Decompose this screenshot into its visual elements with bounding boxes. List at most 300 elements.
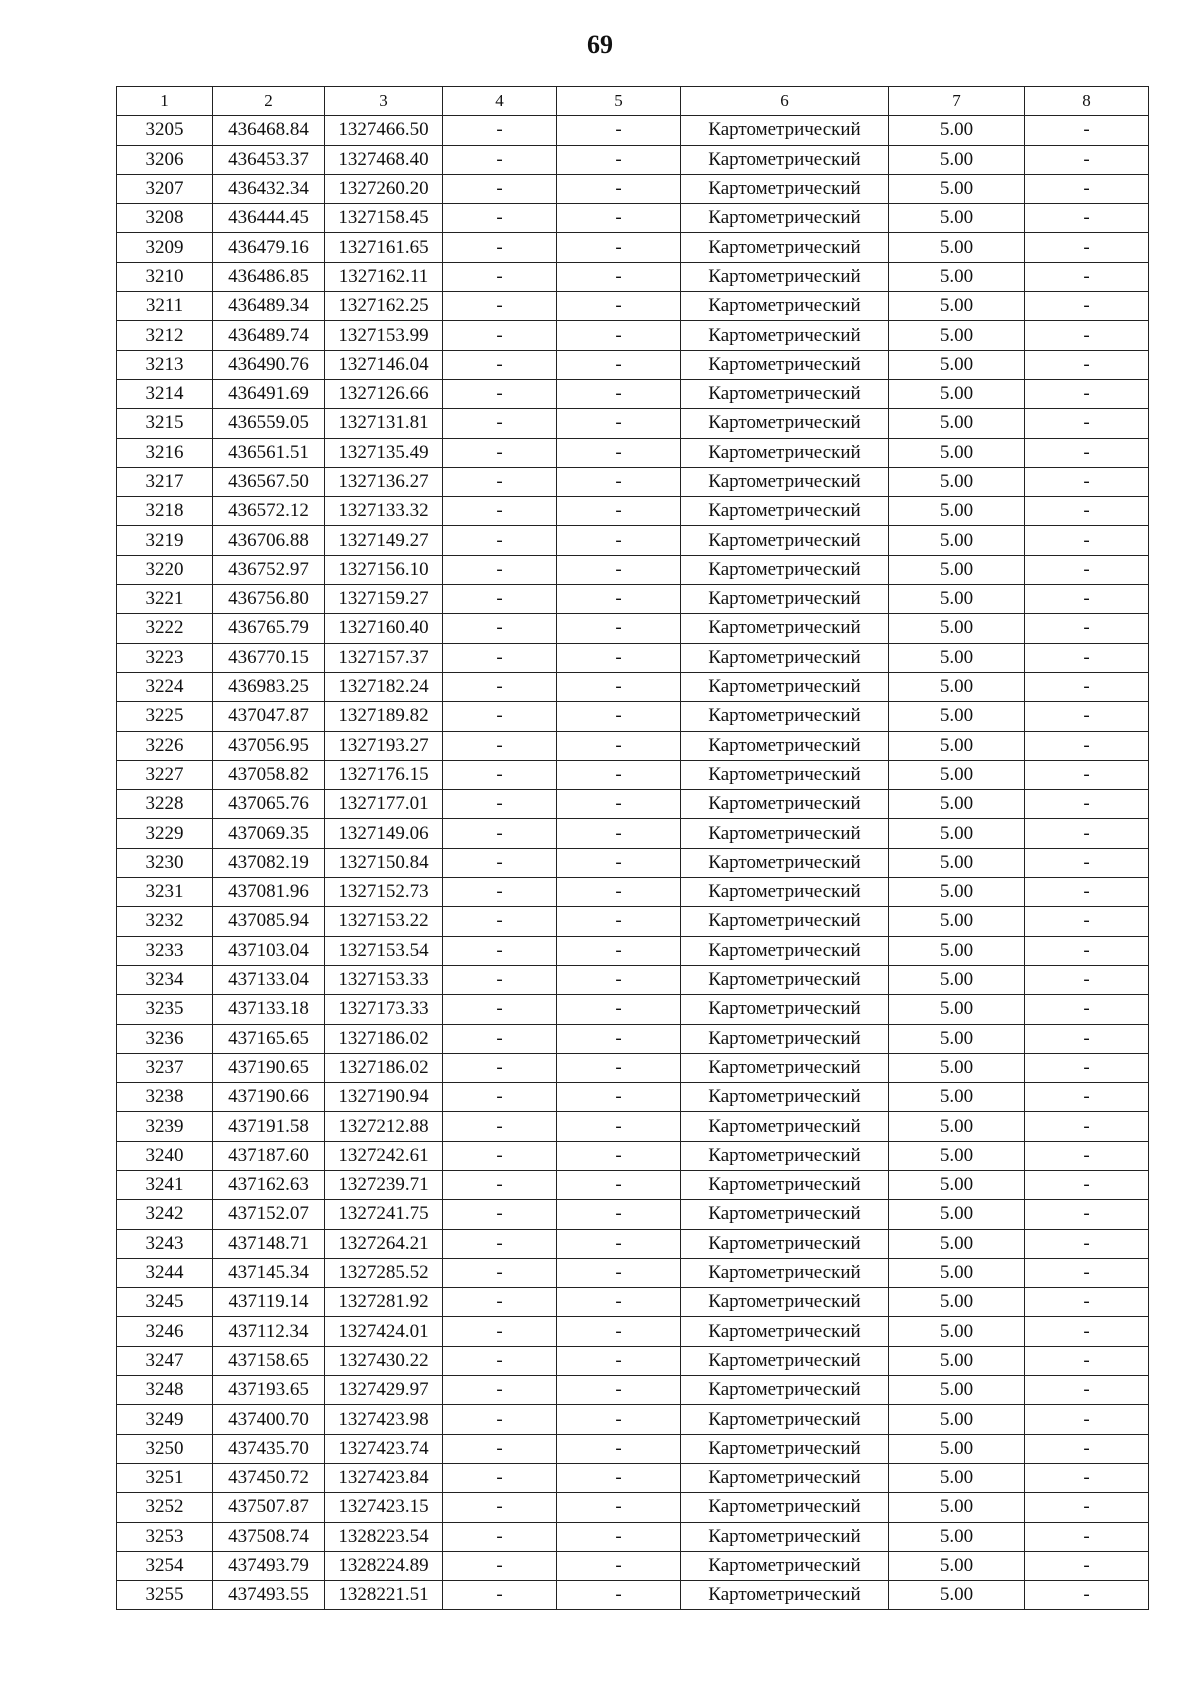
y-coordinate-cell: 1327281.92 bbox=[325, 1288, 443, 1317]
method-cell: Картометрический bbox=[681, 1083, 889, 1112]
col8-cell: - bbox=[1025, 760, 1149, 789]
col8-cell: - bbox=[1025, 1053, 1149, 1082]
x-coordinate-cell: 437082.19 bbox=[213, 848, 325, 877]
col8-cell: - bbox=[1025, 350, 1149, 379]
x-coordinate-cell: 436453.37 bbox=[213, 145, 325, 174]
col4-cell: - bbox=[443, 936, 557, 965]
table-row bbox=[117, 321, 1149, 350]
col8-cell: - bbox=[1025, 965, 1149, 994]
table-row bbox=[117, 1551, 1149, 1580]
table-row bbox=[117, 878, 1149, 907]
col8-cell: - bbox=[1025, 1493, 1149, 1522]
accuracy-cell: 5.00 bbox=[889, 1376, 1025, 1405]
col5-cell: - bbox=[557, 819, 681, 848]
table-row bbox=[117, 643, 1149, 672]
table-row bbox=[117, 116, 1149, 145]
point-number-cell: 3208 bbox=[117, 204, 213, 233]
x-coordinate-cell: 436432.34 bbox=[213, 174, 325, 203]
table-row bbox=[117, 1053, 1149, 1082]
col8-cell: - bbox=[1025, 467, 1149, 496]
col4-cell: - bbox=[443, 1581, 557, 1610]
col8-cell: - bbox=[1025, 526, 1149, 555]
y-coordinate-cell: 1327239.71 bbox=[325, 1170, 443, 1199]
table-row bbox=[117, 409, 1149, 438]
x-coordinate-cell: 437190.65 bbox=[213, 1053, 325, 1082]
y-coordinate-cell: 1327160.40 bbox=[325, 614, 443, 643]
table-row bbox=[117, 1405, 1149, 1434]
point-number-cell: 3233 bbox=[117, 936, 213, 965]
accuracy-cell: 5.00 bbox=[889, 1053, 1025, 1082]
method-cell: Картометрический bbox=[681, 497, 889, 526]
y-coordinate-cell: 1327186.02 bbox=[325, 1024, 443, 1053]
point-number-cell: 3253 bbox=[117, 1522, 213, 1551]
table-row bbox=[117, 1376, 1149, 1405]
table-row bbox=[117, 379, 1149, 408]
table-body bbox=[117, 87, 1149, 1610]
y-coordinate-cell: 1327423.74 bbox=[325, 1434, 443, 1463]
table-row bbox=[117, 467, 1149, 496]
x-coordinate-cell: 436489.74 bbox=[213, 321, 325, 350]
table-row bbox=[117, 1288, 1149, 1317]
col5-cell: - bbox=[557, 1317, 681, 1346]
col5-cell: - bbox=[557, 702, 681, 731]
accuracy-cell: 5.00 bbox=[889, 1317, 1025, 1346]
x-coordinate-cell: 436706.88 bbox=[213, 526, 325, 555]
col5-cell: - bbox=[557, 643, 681, 672]
y-coordinate-cell: 1327133.32 bbox=[325, 497, 443, 526]
y-coordinate-cell: 1327468.40 bbox=[325, 145, 443, 174]
table-row bbox=[117, 936, 1149, 965]
method-cell: Картометрический bbox=[681, 467, 889, 496]
method-cell: Картометрический bbox=[681, 1405, 889, 1434]
point-number-cell: 3207 bbox=[117, 174, 213, 203]
accuracy-cell: 5.00 bbox=[889, 907, 1025, 936]
method-cell: Картометрический bbox=[681, 1493, 889, 1522]
accuracy-cell: 5.00 bbox=[889, 292, 1025, 321]
y-coordinate-cell: 1327157.37 bbox=[325, 643, 443, 672]
x-coordinate-cell: 436572.12 bbox=[213, 497, 325, 526]
col4-cell: - bbox=[443, 497, 557, 526]
accuracy-cell: 5.00 bbox=[889, 731, 1025, 760]
accuracy-cell: 5.00 bbox=[889, 1229, 1025, 1258]
col4-cell: - bbox=[443, 1053, 557, 1082]
table-row bbox=[117, 1141, 1149, 1170]
method-cell: Картометрический bbox=[681, 1229, 889, 1258]
column-header-1: 1 bbox=[117, 87, 213, 116]
col5-cell: - bbox=[557, 1141, 681, 1170]
col8-cell: - bbox=[1025, 1170, 1149, 1199]
method-cell: Картометрический bbox=[681, 1024, 889, 1053]
col4-cell: - bbox=[443, 1346, 557, 1375]
col4-cell: - bbox=[443, 702, 557, 731]
x-coordinate-cell: 437119.14 bbox=[213, 1288, 325, 1317]
point-number-cell: 3224 bbox=[117, 672, 213, 701]
point-number-cell: 3216 bbox=[117, 438, 213, 467]
accuracy-cell: 5.00 bbox=[889, 1024, 1025, 1053]
y-coordinate-cell: 1327177.01 bbox=[325, 790, 443, 819]
col5-cell: - bbox=[557, 1463, 681, 1492]
y-coordinate-cell: 1327264.21 bbox=[325, 1229, 443, 1258]
accuracy-cell: 5.00 bbox=[889, 1288, 1025, 1317]
point-number-cell: 3219 bbox=[117, 526, 213, 555]
point-number-cell: 3205 bbox=[117, 116, 213, 145]
table-row bbox=[117, 526, 1149, 555]
y-coordinate-cell: 1328223.54 bbox=[325, 1522, 443, 1551]
col5-cell: - bbox=[557, 1258, 681, 1287]
col8-cell: - bbox=[1025, 497, 1149, 526]
y-coordinate-cell: 1327136.27 bbox=[325, 467, 443, 496]
method-cell: Картометрический bbox=[681, 233, 889, 262]
col8-cell: - bbox=[1025, 174, 1149, 203]
y-coordinate-cell: 1327241.75 bbox=[325, 1200, 443, 1229]
point-number-cell: 3236 bbox=[117, 1024, 213, 1053]
col8-cell: - bbox=[1025, 1141, 1149, 1170]
method-cell: Картометрический bbox=[681, 760, 889, 789]
method-cell: Картометрический bbox=[681, 1258, 889, 1287]
method-cell: Картометрический bbox=[681, 790, 889, 819]
table-row bbox=[117, 1434, 1149, 1463]
table-row bbox=[117, 790, 1149, 819]
col8-cell: - bbox=[1025, 1288, 1149, 1317]
accuracy-cell: 5.00 bbox=[889, 438, 1025, 467]
col4-cell: - bbox=[443, 1317, 557, 1346]
table-row bbox=[117, 292, 1149, 321]
accuracy-cell: 5.00 bbox=[889, 585, 1025, 614]
col8-cell: - bbox=[1025, 233, 1149, 262]
accuracy-cell: 5.00 bbox=[889, 174, 1025, 203]
table-row bbox=[117, 1200, 1149, 1229]
point-number-cell: 3222 bbox=[117, 614, 213, 643]
table-row bbox=[117, 145, 1149, 174]
col5-cell: - bbox=[557, 1581, 681, 1610]
point-number-cell: 3223 bbox=[117, 643, 213, 672]
point-number-cell: 3229 bbox=[117, 819, 213, 848]
x-coordinate-cell: 436752.97 bbox=[213, 555, 325, 584]
col8-cell: - bbox=[1025, 1024, 1149, 1053]
col5-cell: - bbox=[557, 672, 681, 701]
point-number-cell: 3221 bbox=[117, 585, 213, 614]
col4-cell: - bbox=[443, 731, 557, 760]
table-row bbox=[117, 585, 1149, 614]
col5-cell: - bbox=[557, 1288, 681, 1317]
col5-cell: - bbox=[557, 1083, 681, 1112]
y-coordinate-cell: 1327149.27 bbox=[325, 526, 443, 555]
col4-cell: - bbox=[443, 790, 557, 819]
point-number-cell: 3209 bbox=[117, 233, 213, 262]
x-coordinate-cell: 437148.71 bbox=[213, 1229, 325, 1258]
accuracy-cell: 5.00 bbox=[889, 1493, 1025, 1522]
accuracy-cell: 5.00 bbox=[889, 1434, 1025, 1463]
y-coordinate-cell: 1328221.51 bbox=[325, 1581, 443, 1610]
method-cell: Картометрический bbox=[681, 907, 889, 936]
col5-cell: - bbox=[557, 467, 681, 496]
point-number-cell: 3226 bbox=[117, 731, 213, 760]
table-row bbox=[117, 350, 1149, 379]
point-number-cell: 3249 bbox=[117, 1405, 213, 1434]
accuracy-cell: 5.00 bbox=[889, 614, 1025, 643]
table-row bbox=[117, 174, 1149, 203]
accuracy-cell: 5.00 bbox=[889, 995, 1025, 1024]
point-number-cell: 3254 bbox=[117, 1551, 213, 1580]
col8-cell: - bbox=[1025, 438, 1149, 467]
x-coordinate-cell: 437493.55 bbox=[213, 1581, 325, 1610]
method-cell: Картометрический bbox=[681, 555, 889, 584]
y-coordinate-cell: 1327186.02 bbox=[325, 1053, 443, 1082]
table-row bbox=[117, 1258, 1149, 1287]
col8-cell: - bbox=[1025, 585, 1149, 614]
col4-cell: - bbox=[443, 585, 557, 614]
col8-cell: - bbox=[1025, 292, 1149, 321]
y-coordinate-cell: 1327424.01 bbox=[325, 1317, 443, 1346]
x-coordinate-cell: 437400.70 bbox=[213, 1405, 325, 1434]
column-header-4: 4 bbox=[443, 87, 557, 116]
point-number-cell: 3230 bbox=[117, 848, 213, 877]
x-coordinate-cell: 437047.87 bbox=[213, 702, 325, 731]
col5-cell: - bbox=[557, 731, 681, 760]
y-coordinate-cell: 1327152.73 bbox=[325, 878, 443, 907]
method-cell: Картометрический bbox=[681, 321, 889, 350]
point-number-cell: 3243 bbox=[117, 1229, 213, 1258]
col8-cell: - bbox=[1025, 878, 1149, 907]
x-coordinate-cell: 437065.76 bbox=[213, 790, 325, 819]
col4-cell: - bbox=[443, 995, 557, 1024]
point-number-cell: 3217 bbox=[117, 467, 213, 496]
table-row bbox=[117, 1229, 1149, 1258]
accuracy-cell: 5.00 bbox=[889, 262, 1025, 291]
col8-cell: - bbox=[1025, 731, 1149, 760]
table-row bbox=[117, 262, 1149, 291]
method-cell: Картометрический bbox=[681, 1141, 889, 1170]
method-cell: Картометрический bbox=[681, 292, 889, 321]
column-header-6: 6 bbox=[681, 87, 889, 116]
y-coordinate-cell: 1327150.84 bbox=[325, 848, 443, 877]
col8-cell: - bbox=[1025, 1346, 1149, 1375]
col5-cell: - bbox=[557, 292, 681, 321]
y-coordinate-cell: 1328224.89 bbox=[325, 1551, 443, 1580]
y-coordinate-cell: 1327423.98 bbox=[325, 1405, 443, 1434]
col8-cell: - bbox=[1025, 1376, 1149, 1405]
col8-cell: - bbox=[1025, 409, 1149, 438]
col4-cell: - bbox=[443, 1170, 557, 1199]
y-coordinate-cell: 1327162.11 bbox=[325, 262, 443, 291]
col4-cell: - bbox=[443, 1258, 557, 1287]
method-cell: Картометрический bbox=[681, 1317, 889, 1346]
col4-cell: - bbox=[443, 555, 557, 584]
x-coordinate-cell: 436486.85 bbox=[213, 262, 325, 291]
method-cell: Картометрический bbox=[681, 438, 889, 467]
y-coordinate-cell: 1327212.88 bbox=[325, 1112, 443, 1141]
col4-cell: - bbox=[443, 233, 557, 262]
accuracy-cell: 5.00 bbox=[889, 1112, 1025, 1141]
col8-cell: - bbox=[1025, 848, 1149, 877]
table-row bbox=[117, 1317, 1149, 1346]
col8-cell: - bbox=[1025, 379, 1149, 408]
accuracy-cell: 5.00 bbox=[889, 878, 1025, 907]
method-cell: Картометрический bbox=[681, 614, 889, 643]
col5-cell: - bbox=[557, 1112, 681, 1141]
x-coordinate-cell: 437435.70 bbox=[213, 1434, 325, 1463]
col4-cell: - bbox=[443, 321, 557, 350]
col4-cell: - bbox=[443, 1463, 557, 1492]
col4-cell: - bbox=[443, 848, 557, 877]
y-coordinate-cell: 1327285.52 bbox=[325, 1258, 443, 1287]
col4-cell: - bbox=[443, 467, 557, 496]
table-row bbox=[117, 731, 1149, 760]
col5-cell: - bbox=[557, 1170, 681, 1199]
method-cell: Картометрический bbox=[681, 1376, 889, 1405]
y-coordinate-cell: 1327158.45 bbox=[325, 204, 443, 233]
method-cell: Картометрический bbox=[681, 204, 889, 233]
point-number-cell: 3210 bbox=[117, 262, 213, 291]
col4-cell: - bbox=[443, 1083, 557, 1112]
page-number: 69 bbox=[587, 30, 613, 59]
col4-cell: - bbox=[443, 409, 557, 438]
y-coordinate-cell: 1327189.82 bbox=[325, 702, 443, 731]
y-coordinate-cell: 1327190.94 bbox=[325, 1083, 443, 1112]
table-row bbox=[117, 1083, 1149, 1112]
y-coordinate-cell: 1327153.54 bbox=[325, 936, 443, 965]
x-coordinate-cell: 436983.25 bbox=[213, 672, 325, 701]
accuracy-cell: 5.00 bbox=[889, 1083, 1025, 1112]
accuracy-cell: 5.00 bbox=[889, 1141, 1025, 1170]
x-coordinate-cell: 436765.79 bbox=[213, 614, 325, 643]
accuracy-cell: 5.00 bbox=[889, 145, 1025, 174]
col8-cell: - bbox=[1025, 1317, 1149, 1346]
method-cell: Картометрический bbox=[681, 379, 889, 408]
col8-cell: - bbox=[1025, 262, 1149, 291]
accuracy-cell: 5.00 bbox=[889, 233, 1025, 262]
accuracy-cell: 5.00 bbox=[889, 1551, 1025, 1580]
x-coordinate-cell: 436770.15 bbox=[213, 643, 325, 672]
col8-cell: - bbox=[1025, 1405, 1149, 1434]
x-coordinate-cell: 436479.16 bbox=[213, 233, 325, 262]
col8-cell: - bbox=[1025, 1434, 1149, 1463]
table-row bbox=[117, 995, 1149, 1024]
col8-cell: - bbox=[1025, 702, 1149, 731]
col4-cell: - bbox=[443, 819, 557, 848]
x-coordinate-cell: 436567.50 bbox=[213, 467, 325, 496]
column-header-8: 8 bbox=[1025, 87, 1149, 116]
x-coordinate-cell: 436468.84 bbox=[213, 116, 325, 145]
y-coordinate-cell: 1327149.06 bbox=[325, 819, 443, 848]
table-row bbox=[117, 760, 1149, 789]
x-coordinate-cell: 437191.58 bbox=[213, 1112, 325, 1141]
point-number-cell: 3206 bbox=[117, 145, 213, 174]
x-coordinate-cell: 437507.87 bbox=[213, 1493, 325, 1522]
method-cell: Картометрический bbox=[681, 1581, 889, 1610]
method-cell: Картометрический bbox=[681, 848, 889, 877]
col4-cell: - bbox=[443, 672, 557, 701]
accuracy-cell: 5.00 bbox=[889, 965, 1025, 994]
column-header-5: 5 bbox=[557, 87, 681, 116]
point-number-cell: 3228 bbox=[117, 790, 213, 819]
table-row bbox=[117, 1581, 1149, 1610]
x-coordinate-cell: 437112.34 bbox=[213, 1317, 325, 1346]
column-header-7: 7 bbox=[889, 87, 1025, 116]
method-cell: Картометрический bbox=[681, 526, 889, 555]
col4-cell: - bbox=[443, 174, 557, 203]
col5-cell: - bbox=[557, 585, 681, 614]
y-coordinate-cell: 1327429.97 bbox=[325, 1376, 443, 1405]
y-coordinate-cell: 1327182.24 bbox=[325, 672, 443, 701]
col4-cell: - bbox=[443, 292, 557, 321]
y-coordinate-cell: 1327423.84 bbox=[325, 1463, 443, 1492]
table-row bbox=[117, 702, 1149, 731]
point-number-cell: 3238 bbox=[117, 1083, 213, 1112]
col4-cell: - bbox=[443, 878, 557, 907]
col4-cell: - bbox=[443, 1405, 557, 1434]
table-row bbox=[117, 438, 1149, 467]
col5-cell: - bbox=[557, 907, 681, 936]
method-cell: Картометрический bbox=[681, 1288, 889, 1317]
x-coordinate-cell: 437193.65 bbox=[213, 1376, 325, 1405]
point-number-cell: 3212 bbox=[117, 321, 213, 350]
point-number-cell: 3255 bbox=[117, 1581, 213, 1610]
col4-cell: - bbox=[443, 965, 557, 994]
accuracy-cell: 5.00 bbox=[889, 321, 1025, 350]
col4-cell: - bbox=[443, 907, 557, 936]
coordinates-table bbox=[116, 86, 1149, 1610]
table-row bbox=[117, 233, 1149, 262]
point-number-cell: 3247 bbox=[117, 1346, 213, 1375]
table-row bbox=[117, 1463, 1149, 1492]
col5-cell: - bbox=[557, 1551, 681, 1580]
y-coordinate-cell: 1327242.61 bbox=[325, 1141, 443, 1170]
y-coordinate-cell: 1327153.99 bbox=[325, 321, 443, 350]
col4-cell: - bbox=[443, 760, 557, 789]
col5-cell: - bbox=[557, 1493, 681, 1522]
col5-cell: - bbox=[557, 1024, 681, 1053]
col4-cell: - bbox=[443, 1522, 557, 1551]
y-coordinate-cell: 1327156.10 bbox=[325, 555, 443, 584]
y-coordinate-cell: 1327131.81 bbox=[325, 409, 443, 438]
method-cell: Картометрический bbox=[681, 174, 889, 203]
col8-cell: - bbox=[1025, 204, 1149, 233]
col8-cell: - bbox=[1025, 819, 1149, 848]
table-row bbox=[117, 1493, 1149, 1522]
table-row bbox=[117, 1346, 1149, 1375]
point-number-cell: 3220 bbox=[117, 555, 213, 584]
table-row bbox=[117, 965, 1149, 994]
col5-cell: - bbox=[557, 204, 681, 233]
point-number-cell: 3231 bbox=[117, 878, 213, 907]
col5-cell: - bbox=[557, 321, 681, 350]
point-number-cell: 3245 bbox=[117, 1288, 213, 1317]
point-number-cell: 3225 bbox=[117, 702, 213, 731]
col4-cell: - bbox=[443, 1434, 557, 1463]
table-row bbox=[117, 1024, 1149, 1053]
col5-cell: - bbox=[557, 1346, 681, 1375]
table-row bbox=[117, 555, 1149, 584]
x-coordinate-cell: 437056.95 bbox=[213, 731, 325, 760]
method-cell: Картометрический bbox=[681, 409, 889, 438]
x-coordinate-cell: 437133.04 bbox=[213, 965, 325, 994]
col8-cell: - bbox=[1025, 1083, 1149, 1112]
col5-cell: - bbox=[557, 614, 681, 643]
accuracy-cell: 5.00 bbox=[889, 350, 1025, 379]
table-row bbox=[117, 1170, 1149, 1199]
x-coordinate-cell: 436490.76 bbox=[213, 350, 325, 379]
x-coordinate-cell: 437145.34 bbox=[213, 1258, 325, 1287]
point-number-cell: 3211 bbox=[117, 292, 213, 321]
method-cell: Картометрический bbox=[681, 878, 889, 907]
col5-cell: - bbox=[557, 497, 681, 526]
accuracy-cell: 5.00 bbox=[889, 702, 1025, 731]
col4-cell: - bbox=[443, 204, 557, 233]
y-coordinate-cell: 1327466.50 bbox=[325, 116, 443, 145]
point-number-cell: 3213 bbox=[117, 350, 213, 379]
col4-cell: - bbox=[443, 350, 557, 379]
